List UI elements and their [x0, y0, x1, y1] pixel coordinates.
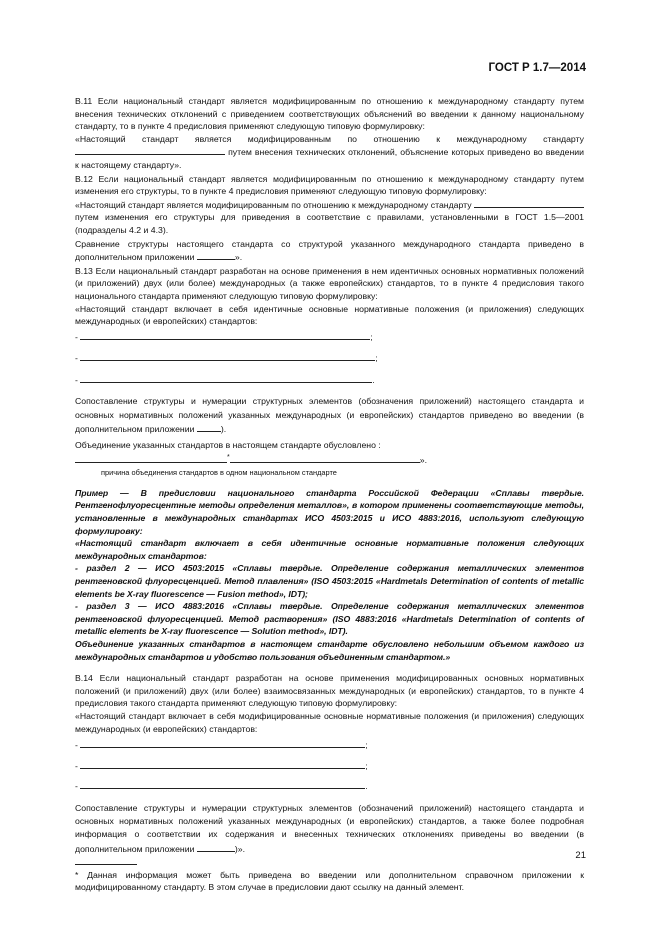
footnote — [75, 869, 584, 894]
blank-field — [80, 779, 368, 792]
clause-b14-dash-3: - . — [75, 781, 368, 792]
clause-b12-text: В.12 Если национальный стандарт является модифицированным по отношению к международному стандарту путем изменения его структуры, то в пункте 4 предисловия применяют следующую типовую формулировку: — [75, 173, 584, 197]
blank-field — [80, 738, 368, 751]
example-block — [75, 487, 584, 663]
footnote-divider — [75, 864, 137, 865]
dash-end: ; — [375, 353, 378, 364]
clause-b12-comparison — [75, 238, 584, 264]
clause-b13-union-end: ». — [419, 455, 427, 466]
clause-b12-formula — [75, 198, 584, 237]
footnote-text: * Данная информация может быть приведена во введении или дополнительном справочном приложении к модифицированному стандарту. В этом случае в предисловии дают ссылку на данный элемент. — [75, 869, 584, 893]
clause-b12-formula-end: путем изменения его структуры для приведения в соответствие с правилами, установленными в ГОСТ 1.5—2001 (подразделы 4.2 и 4.3). — [75, 212, 584, 235]
clause-b11-formula-start: «Настоящий стандарт является модифицированным по отношению к международному стандарту — [75, 133, 584, 144]
clause-b13-dash-3: - . — [75, 374, 375, 385]
example-section-3 — [75, 600, 584, 638]
blank-field — [230, 453, 420, 463]
clause-b11-formula-end: путем внесения технических отклонений, объяснение которых приведено во введении к настоящему стандарту». — [75, 147, 584, 170]
clause-b13-comparison-text: Сопоставление структуры и нумерации структурных элементов (обозначения приложений) настоящего стандарта и основных нормативных положений указанных международных (и европейских) стандартов приведено во введении (в дополнительном приложении — [75, 396, 584, 435]
clause-b14 — [75, 672, 584, 710]
clause-b14-dash-2: - ; — [75, 760, 368, 771]
blank-field — [197, 842, 235, 852]
clause-b13-union — [75, 439, 584, 452]
clause-b12-comparison-end: ». — [234, 252, 243, 263]
clause-b13-formula — [75, 303, 584, 328]
example-intro — [75, 487, 584, 537]
example-intro-text: Пример — В предисловии национального стандарта Российской Федерации «Сплавы твердые. Рентгенофлуоресцентные методы определения металлов», в котором применены соответствующие методы, установленные в международных стандартах ИСО 4503:2015 и ИСО 4883:2016, используют следующую формулировку: — [75, 487, 584, 536]
dash-end: ; — [365, 760, 368, 771]
clause-b13-union-blank — [75, 452, 584, 467]
clause-b13-union-text: Объединение указанных стандартов в настоящем стандарте обусловлено : — [75, 439, 381, 450]
blank-field — [80, 330, 373, 342]
clause-b13-dash-2: - ; — [75, 353, 378, 364]
blank-field — [75, 145, 225, 155]
clause-b14-comparison-text: Сопоставление структуры и нумерации структурных элементов (обозначений приложений) настоящего стандарта и основных нормативных положений указанных международных (и европейских) стандартов, а также более подробная информация о соответствии их содержания и внесенных технических отклонениях приведены во введении (в дополнительном приложении — [75, 802, 584, 854]
example-section-2-text: - раздел 2 — ИСО 4503:2015 «Сплавы твердые. Определение содержания металлических элементов рентгеновской флуоресценцией. Метод плавления» (ISO 4503:2015 «Hardmetals Determination of contents of metallic elements be X-ray fluorescence — Fusion method», IDT); — [75, 563, 584, 599]
blank-field — [75, 453, 227, 463]
blank-field — [80, 351, 378, 364]
example-formula-text: «Настоящий стандарт включает в себя идентичные основные нормативные положения следующих международных стандартов: — [75, 538, 584, 561]
clause-b12-comparison-text: Сравнение структуры настоящего стандарта со структурой указанного международного стандарта приведено в дополнительном приложении — [75, 238, 584, 263]
blank-field — [197, 422, 221, 432]
example-section-2 — [75, 562, 584, 600]
document-header: ГОСТ Р 1.7—2014 — [488, 62, 586, 74]
blank-field — [197, 250, 235, 260]
blank-field — [80, 373, 375, 385]
clause-b14-comparison-end: )». — [234, 843, 245, 854]
clause-b13-dash-1: - ; — [75, 331, 373, 342]
blank-field — [80, 759, 368, 771]
clause-b14-formula-text: «Настоящий стандарт включает в себя модифицированные основные нормативные положения (и приложения) следующих международных (и европейских) стандартов: — [75, 710, 584, 734]
clause-b13-comparison — [75, 395, 584, 436]
dash-end: . — [372, 374, 375, 385]
clause-b13-comparison-end: ). — [220, 424, 227, 435]
page-number: 21 — [575, 850, 586, 861]
footnote-mark: * — [227, 454, 230, 462]
clause-b14-dash-1: - ; — [75, 740, 368, 751]
clause-b12-formula-start: «Настоящий стандарт является модифицированным по отношению к международному стандарту — [75, 199, 472, 210]
example-section-3-text: - раздел 3 — ИСО 4883:2016 «Сплавы твердые. Определение содержания металлических элементов рентгеновской флуоресценцией. Метод растворения» (ISO 4883:2016 «Hardmetals Determination of contents of metallic elements be X-ray fluorescence — Solution method», IDT). — [75, 601, 584, 637]
clause-b13-caption — [75, 468, 584, 478]
clause-b13 — [75, 265, 584, 303]
example-formula — [75, 537, 584, 562]
example-union-text: Объединение указанных стандартов в настоящем стандарте обусловлено небольшим объемом каждого из международных стандартов и удобство пользования объединенным стандартом.» — [75, 639, 584, 662]
dash-end: ; — [370, 331, 373, 342]
clause-b14-comparison — [75, 802, 584, 856]
clause-b11-text: В.11 Если национальный стандарт является модифицированным по отношению к международному стандарту путем внесения технических отклонений с приведением соответствующих объяснений во введении к данному национальному стандарту, то в пункте 4 предисловия применяют следующую типовую формулировку: — [75, 96, 584, 132]
dash-end: . — [365, 781, 368, 792]
example-union — [75, 638, 584, 663]
clause-b13-text: В.13 Если национальный стандарт разработан на основе применения в нем идентичных основных нормативных положений (и приложений) двух (или более) международных (а также европейских) стандартов, то в пункте 4 предисловия такого национального стандарта применяют следующую типовую формулировку: — [75, 265, 584, 301]
clause-b13-formula-text: «Настоящий стандарт включает в себя идентичные основные нормативные положения (и приложения) следующих международных (и европейских) стандартов: — [75, 303, 584, 327]
blank-field — [474, 198, 584, 208]
document-body — [75, 95, 584, 894]
clause-b14-text: В.14 Если национальный стандарт разработан на основе применения модифицированных основных нормативных положений (и приложений) двух (или более) взаимосвязанных международных (и европейских) стандартов, то в пункте 4 предисловия такого стандарта применяют следующую типовую формулировку: — [75, 673, 584, 709]
caption-text: причина объединения стандартов в одном национальном стандарте — [101, 467, 337, 477]
clause-b11 — [75, 95, 584, 133]
clause-b11-formula — [75, 133, 584, 172]
clause-b14-formula — [75, 710, 584, 735]
dash-end: ; — [365, 740, 368, 751]
clause-b12 — [75, 173, 584, 198]
